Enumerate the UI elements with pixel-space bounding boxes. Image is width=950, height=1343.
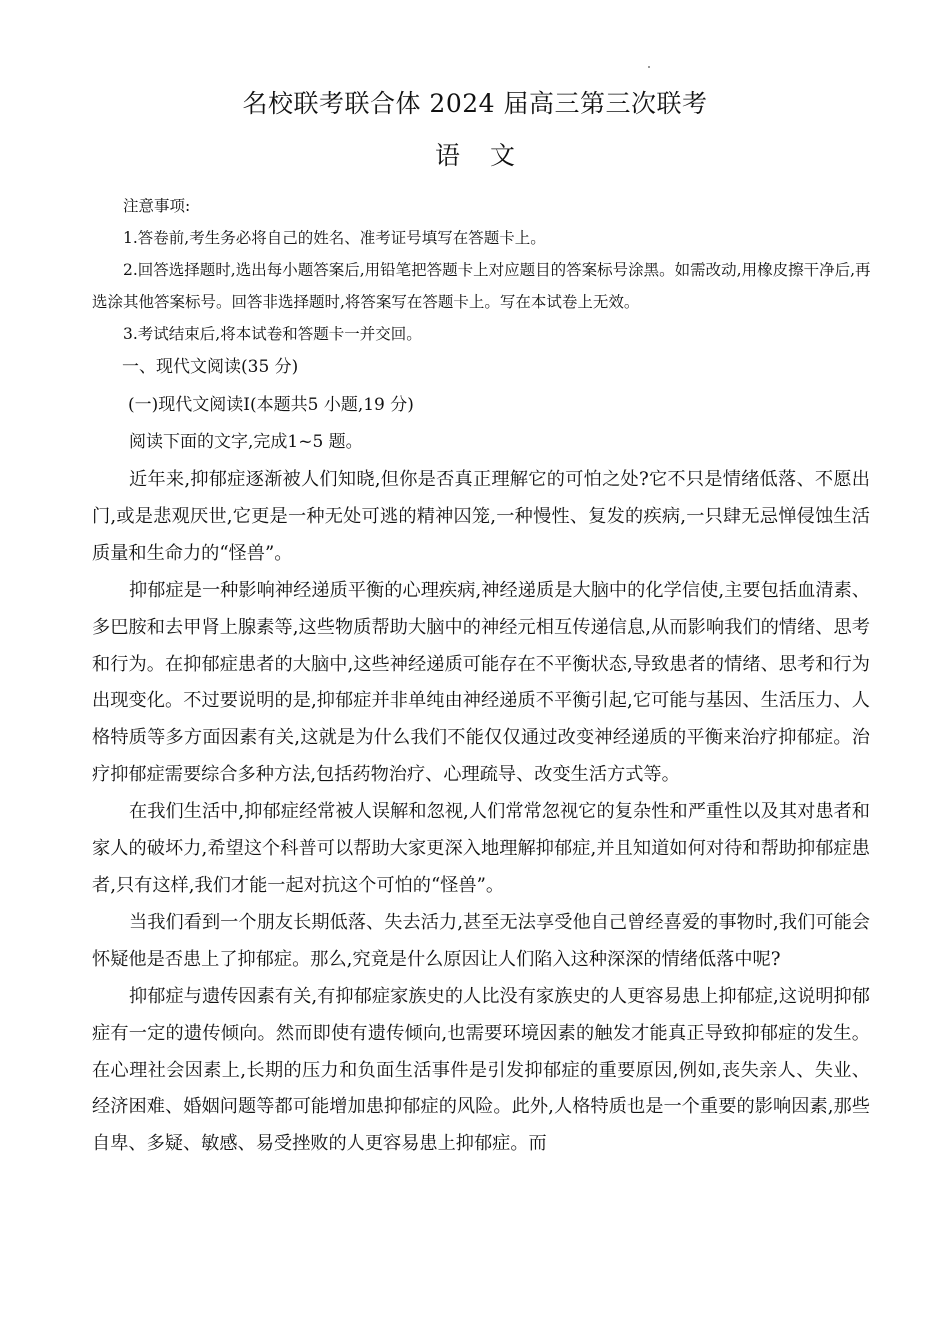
section-heading [92,352,872,377]
passage-paragraph: 抑郁症是一种影响神经递质平衡的心理疾病,神经递质是大脑中的化学信使,主要包括血清素、多巴胺和去甲肾上腺素等,这些物质帮助大脑中的神经元相互传递信息,从而影响我们的情绪、思考和行为。在抑郁症患者的大脑中,这些神经递质可能存在不平衡状态,导致患者的情绪、思考和行为出现变化。不过要说明的是,抑郁症并非单纯由神经递质不平衡引起,它可能与基因、生活压力、人格特质等多方面因素有关,这就是为什么我们不能仅仅通过改变神经递质的平衡来治疗抑郁症。治疗抑郁症需要综合多种方法,包括药物治疗、心理疏导、改变生活方式等。 [92,579,870,786]
stray-dot [648,66,650,68]
notice-item-1: 1.答卷前,考生务必将自己的姓名、准考证号填写在答题卡上。 [123,229,546,247]
reading-passage [92,462,870,1163]
notice-item-2: 2.回答选择题时,选出每小题答案后,用铅笔把答题卡上对应题目的答案标号涂黑。如需改动,用橡皮擦干净后,再选涂其他答案标号。回答非选择题时,将答案写在答题卡上。写在本试卷上无效。 [92,261,871,311]
part-one-sub-heading: (一)现代文阅读Ⅰ(本题共5 小题,19 分) [128,395,414,415]
notice-item-3: 3.考试结束后,将本试卷和答题卡一并交回。 [123,325,422,343]
passage-paragraph: 当我们看到一个朋友长期低落、失去活力,甚至无法享受他自己曾经喜爱的事物时,我们可能会怀疑他是否患上了抑郁症。那么,究竟是什么原因让人们陷入这种深深的情绪低落中呢? [92,911,870,970]
subsection-heading [92,390,872,415]
notice-heading: 注意事项: [123,197,191,215]
part-one-heading: 一、现代文阅读(35 分) [122,357,299,377]
instruction-text: 阅读下面的文字,完成1~5 题。 [129,432,363,452]
passage-paragraph: 在我们生活中,抑郁症经常被人误解和忽视,人们常常忽视它的复杂性和严重性以及其对患者和家人的破坏力,希望这个科普可以帮助大家更深入地理解抑郁症,并且知道如何对待和帮助抑郁症患者,只有这样,我们才能一起对抗这个可怕的“怪兽”。 [92,801,870,896]
exam-title: 名校联考联合体 2024 届高三第三次联考 [242,89,708,118]
subject-title: 语文 [434,141,545,170]
notice-block [92,190,872,350]
passage-paragraph: 近年来,抑郁症逐渐被人们知晓,但你是否真正理解它的可怕之处?它不只是情绪低落、不愿出门,或是悲观厌世,它更是一种无处可逃的精神囚笼,一种慢性、复发的疾病,一只肆无忌惮侵蚀生活质量和生命力的“怪兽”。 [92,469,870,564]
passage-paragraph: 抑郁症与遗传因素有关,有抑郁症家族史的人比没有家族史的人更容易患上抑郁症,这说明抑郁症有一定的遗传倾向。然而即使有遗传倾向,也需要环境因素的触发才能真正导致抑郁症的发生。在心理社会因素上,长期的压力和负面生活事件是引发抑郁症的重要原因,例如,丧失亲人、失业、经济困难、婚姻问题等都可能增加患抑郁症的风险。此外,人格特质也是一个重要的影响因素,那些自卑、多疑、敏感、易受挫败的人更容易患上抑郁症。而 [92,985,870,1155]
reading-instruction [92,427,872,452]
